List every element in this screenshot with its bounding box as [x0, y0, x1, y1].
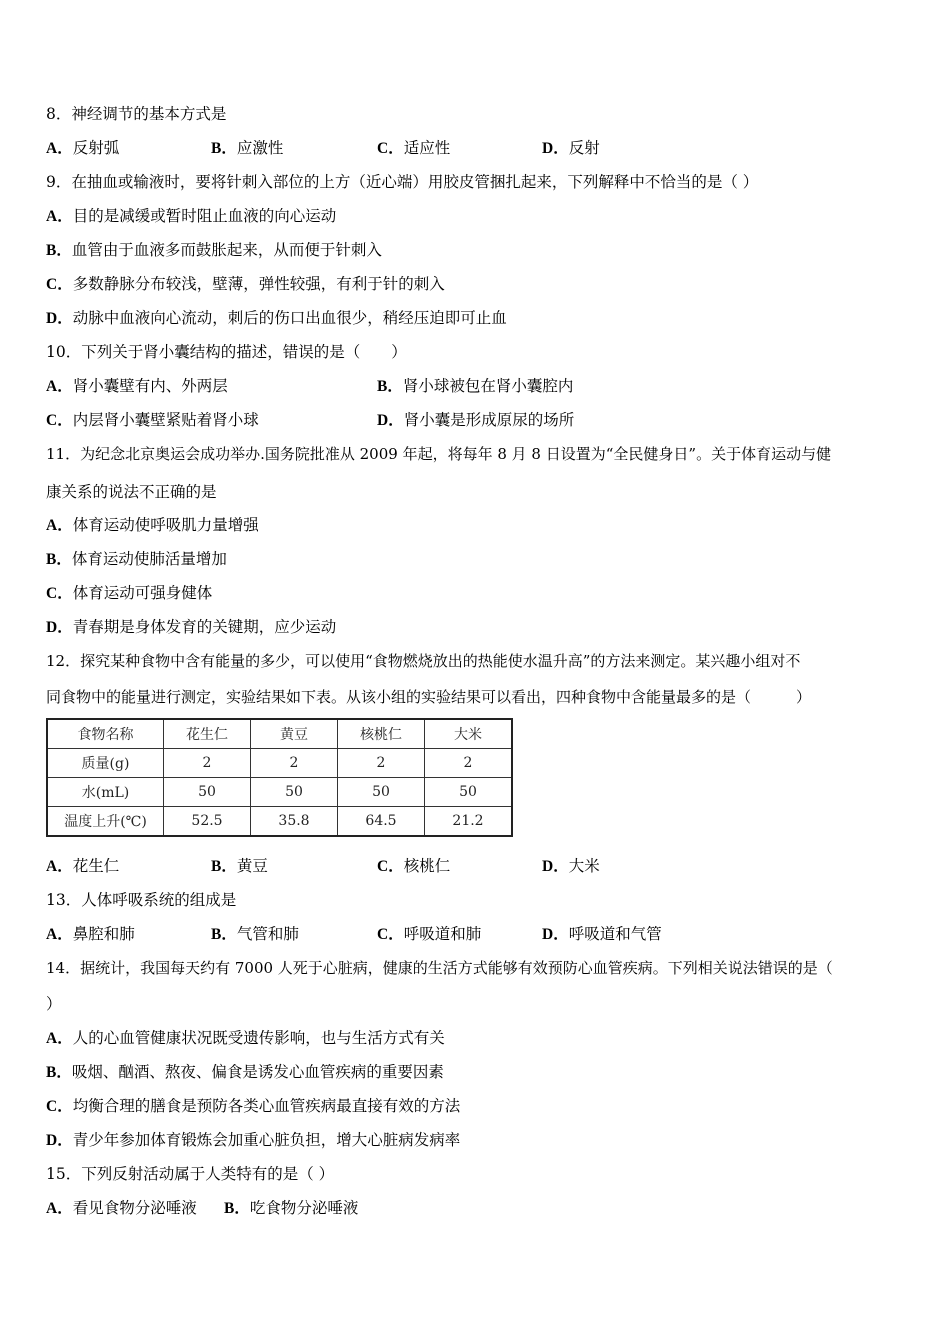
- q12-option-c[interactable]: C．核桃仁: [377, 857, 451, 875]
- q11-option-b[interactable]: B．体育运动使肺活量增加: [46, 550, 227, 568]
- q11-stem-line1: 11．为纪念北京奥运会成功举办.国务院批准从 2009 年起，将每年 8 月 8 日设置为“全民健身日”。关于体育运动与健: [46, 445, 832, 463]
- q12-stem-line2: 同食物中的能量进行测定，实验结果如下表。从该小组的实验结果可以看出，四种食物中含能量最多的是（ ）: [46, 688, 812, 706]
- q9-option-c[interactable]: C．多数静脉分布较浅，壁薄，弹性较强，有利于针的刺入: [46, 275, 445, 293]
- q10-option-d[interactable]: D．肾小囊是形成原尿的场所: [377, 411, 575, 429]
- q8-option-b[interactable]: B．应激性: [211, 139, 284, 157]
- table-cell: 2: [425, 749, 513, 778]
- q9-option-b[interactable]: B．血管由于血液多而鼓胀起来，从而便于针刺入: [46, 241, 382, 259]
- q10-option-b[interactable]: B．肾小球被包在肾小囊腔内: [377, 377, 574, 395]
- table-header-cell: 黄豆: [251, 719, 338, 749]
- q9-option-d[interactable]: D．动脉中血液向心流动，刺后的伤口出血很少，稍经压迫即可止血: [46, 309, 507, 327]
- q13-option-b[interactable]: B．气管和肺: [211, 925, 299, 943]
- q14-option-a[interactable]: A．人的心血管健康状况既受遗传影响，也与生活方式有关: [46, 1029, 445, 1047]
- table-cell: 21.2: [425, 807, 513, 837]
- q15-option-b[interactable]: B．吃食物分泌唾液: [224, 1199, 359, 1217]
- table-cell: 2: [251, 749, 338, 778]
- q8-option-a[interactable]: A．反射弧: [46, 139, 120, 157]
- q14-option-b[interactable]: B．吸烟、酗酒、熬夜、偏食是诱发心血管疾病的重要因素: [46, 1063, 444, 1081]
- q15-stem: 15．下列反射活动属于人类特有的是（ ）: [46, 1165, 335, 1183]
- table-header-cell: 大米: [425, 719, 513, 749]
- q13-option-a[interactable]: A．鼻腔和肺: [46, 925, 135, 943]
- q12-option-d[interactable]: D．大米: [542, 857, 600, 875]
- table-cell: 52.5: [164, 807, 251, 837]
- q12-option-b[interactable]: B．黄豆: [211, 857, 268, 875]
- table-row: [47, 778, 512, 807]
- q8-stem: 8．神经调节的基本方式是: [46, 105, 227, 123]
- table-cell: 50: [425, 778, 513, 807]
- q12-option-a[interactable]: A．花生仁: [46, 857, 120, 875]
- table-cell: 50: [338, 778, 425, 807]
- q13-option-c[interactable]: C．呼吸道和肺: [377, 925, 482, 943]
- q14-option-c[interactable]: C．均衡合理的膳食是预防各类心血管疾病最直接有效的方法: [46, 1097, 461, 1115]
- q11-option-a[interactable]: A．体育运动使呼吸肌力量增强: [46, 516, 259, 534]
- table-cell: 温度上升(℃): [47, 807, 164, 837]
- q13-stem: 13．人体呼吸系统的组成是: [46, 891, 237, 909]
- table-cell: 质量(g): [47, 749, 164, 778]
- q14-stem-line2: ）: [46, 995, 62, 1013]
- q9-stem: 9．在抽血或输液时，要将针刺入部位的上方（近心端）用胶皮管捆扎起来，下列解释中不恰当的是（ ）: [46, 173, 759, 191]
- q13-option-d[interactable]: D．呼吸道和气管: [542, 925, 662, 943]
- q15-option-a[interactable]: A．看见食物分泌唾液: [46, 1199, 197, 1217]
- table-cell: 64.5: [338, 807, 425, 837]
- table-cell: 50: [251, 778, 338, 807]
- table-cell: 35.8: [251, 807, 338, 837]
- table-cell: 2: [338, 749, 425, 778]
- table-cell: 50: [164, 778, 251, 807]
- q14-option-d[interactable]: D．青少年参加体育锻炼会加重心脏负担，增大心脏病发病率: [46, 1131, 461, 1149]
- q8-option-c[interactable]: C．适应性: [377, 139, 451, 157]
- q14-stem-line1: 14．据统计，我国每天约有 7000 人死于心脏病，健康的生活方式能够有效预防心血管疾病。下列相关说法错误的是（: [46, 959, 833, 977]
- q9-option-a[interactable]: A．目的是减缓或暂时阻止血液的向心运动: [46, 207, 337, 225]
- table-header-row: [47, 719, 512, 749]
- q11-stem-line2: 康关系的说法不正确的是: [46, 483, 217, 501]
- q11-option-c[interactable]: C．体育运动可强身健体: [46, 584, 213, 602]
- table-header-cell: 花生仁: [164, 719, 251, 749]
- q8-option-d[interactable]: D．反射: [542, 139, 600, 157]
- table-header-cell: 食物名称: [47, 719, 164, 749]
- q10-stem: 10．下列关于肾小囊结构的描述，错误的是（ ）: [46, 343, 407, 361]
- q10-option-a[interactable]: A．肾小囊壁有内、外两层: [46, 377, 228, 395]
- table-cell: 水(mL): [47, 778, 164, 807]
- table-row: [47, 807, 512, 837]
- q10-option-c[interactable]: C．内层肾小囊壁紧贴着肾小球: [46, 411, 259, 429]
- food-energy-table: [46, 718, 513, 837]
- q11-option-d[interactable]: D．青春期是身体发育的关键期，应少运动: [46, 618, 337, 636]
- table-cell: 2: [164, 749, 251, 778]
- table-header-cell: 核桃仁: [338, 719, 425, 749]
- table-row: [47, 749, 512, 778]
- q12-stem-line1: 12．探究某种食物中含有能量的多少，可以使用“食物燃烧放出的热能使水温升高”的方法来测定。某兴趣小组对不: [46, 652, 801, 670]
